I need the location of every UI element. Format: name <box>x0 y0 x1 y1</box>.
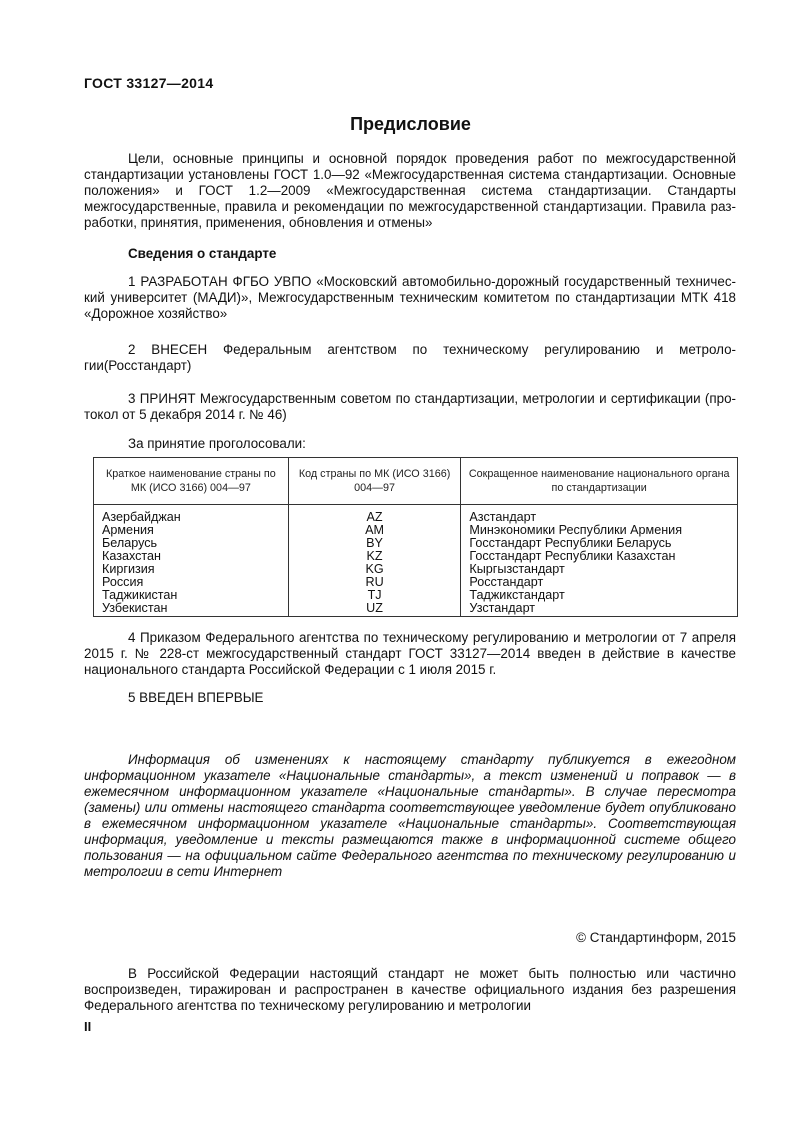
country-cell: Киргизия <box>94 563 289 576</box>
body-cell: Узстандарт <box>461 602 738 617</box>
body-cell: Росстандарт <box>461 576 738 589</box>
body-cell: Госстандарт Республики Беларусь <box>461 537 738 550</box>
header-code: Код страны по МК (ИСО 3166) 004—97 <box>288 458 461 505</box>
body-cell: Кыргызстандарт <box>461 563 738 576</box>
goals-paragraph: Цели, основные принципы и основной порядок проведения работ по межгосударственной стандартизации установлены ГОСТ 1.0—92 «Межгосударственная система стандартизации. Основные положения» и ГОСТ 1.2—2009 «Межгосударственная система стандартизации. Стандарты межгосударственные, правила и рекомендации по межгосударственной стандартизации. Правила разработки, принятия, применения, обновления и отмены» <box>84 151 736 230</box>
country-cell: Узбекистан <box>94 602 289 617</box>
page-number: II <box>84 1019 92 1034</box>
country-cell: Армения <box>94 524 289 537</box>
country-cell: Россия <box>94 576 289 589</box>
table-header-row <box>94 458 738 505</box>
country-cell: Беларусь <box>94 537 289 550</box>
info-item-1: 1 РАЗРАБОТАН ФГБО УВПО «Московский автомобильно-дорожный государственный технический университет (МАДИ)», Межгосударственным техническим комитетом по стандартизации МТК 418 «Дорожное хозяйство» <box>84 274 736 321</box>
table-row <box>94 576 738 589</box>
info-notice: Информация об изменениях к настоящему стандарту публикуется в ежегодном информационном указателе «Национальные стандарты», а текст изменений и поправок — в ежемесячном информационном указателе «Национальные стандарты». В случае пересмотра (замены) или отмены настоящего стандарта соответствующее уведомление будет опубликовано в ежемесячном информационном указателе «Национальные стандарты». Соответствующая информация, уведомление и тексты размещаются также в информационной системе общего пользования — на официальном сайте Федерального агентства по техническому регулированию и метрологии в сети Интернет <box>84 752 736 879</box>
country-cell: Казахстан <box>94 550 289 563</box>
reproduction-notice: В Российской Федерации настоящий стандарт не может быть полностью или частично воспроизведен, тиражирован и распространен в качестве официального издания без разрешения Федерального агентства по техническому регулированию и метрологии <box>84 966 736 1013</box>
header-country: Краткое наименование страны по МК (ИСО 3166) 004—97 <box>94 458 289 505</box>
code-cell: TJ <box>288 589 461 602</box>
country-cell: Азербайджан <box>94 505 289 525</box>
standard-code: ГОСТ 33127—2014 <box>84 75 214 91</box>
country-cell: Таджикистан <box>94 589 289 602</box>
body-cell: Таджикстандарт <box>461 589 738 602</box>
header-body: Сокращенное наименование национального органа по стандартизации <box>461 458 738 505</box>
table-row <box>94 589 738 602</box>
code-cell: UZ <box>288 602 461 617</box>
code-cell: AZ <box>288 505 461 525</box>
info-item-5: 5 ВВЕДЕН ВПЕРВЫЕ <box>128 690 264 705</box>
code-cell: BY <box>288 537 461 550</box>
table-row <box>94 550 738 563</box>
body-cell: Госстандарт Республики Казахстан <box>461 550 738 563</box>
code-cell: KG <box>288 563 461 576</box>
table-row <box>94 505 738 525</box>
table-row <box>94 602 738 617</box>
table-row <box>94 563 738 576</box>
page-title: Предисловие <box>350 114 471 134</box>
vote-table <box>93 457 738 617</box>
copyright: © Стандартинформ, 2015 <box>576 930 736 945</box>
info-item-2: 2 ВНЕСЕН Федеральным агентством по техническому регулированию и метрологии(Росстандарт) <box>84 342 736 373</box>
info-item-4: 4 Приказом Федерального агентства по техническому регулированию и метрологии от 7 апреля 2015 г. № 228-ст межгосударственный стандарт ГОСТ 33127—2014 введен в действие в качестве национального стандарта Российской Федерации с 1 июля 2015 г. <box>84 630 736 677</box>
code-cell: KZ <box>288 550 461 563</box>
code-cell: RU <box>288 576 461 589</box>
vote-intro: За принятие проголосовали: <box>128 436 306 451</box>
info-item-3: 3 ПРИНЯТ Межгосударственным советом по стандартизации, метрологии и сертификации (протокол от 5 декабря 2014 г. № 46) <box>84 391 736 422</box>
standard-info-heading: Сведения о стандарте <box>128 246 277 261</box>
body-cell: Минэкономики Республики Армения <box>461 524 738 537</box>
body-cell: Азстандарт <box>461 505 738 525</box>
code-cell: AM <box>288 524 461 537</box>
